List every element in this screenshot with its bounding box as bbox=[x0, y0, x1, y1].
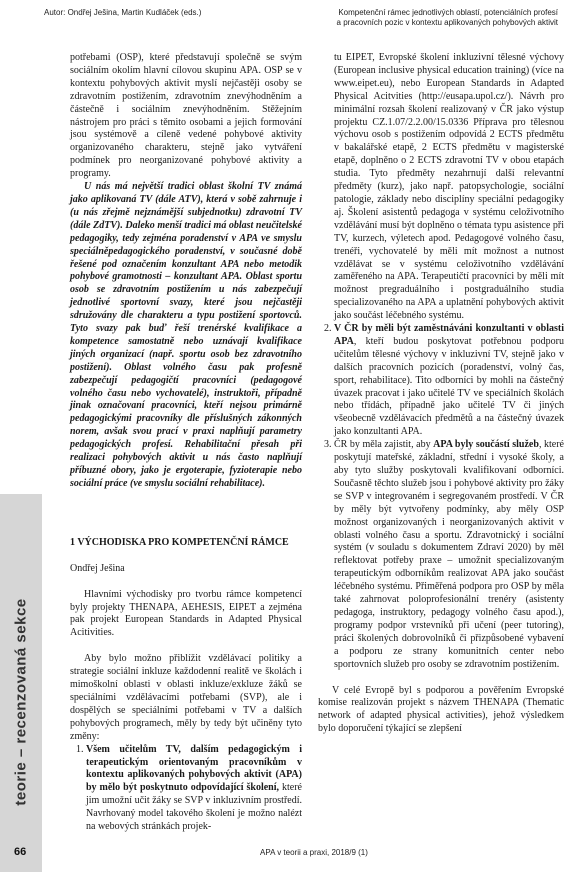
change-list-continued bbox=[318, 52, 564, 672]
section-author: Ondřej Ješina bbox=[70, 562, 125, 574]
list-item-2-text: , kteří budou poskytovat potřebnou podporu učitelům tělesné výchovy v inkluzivní TV, stejně jako v dalších pracovních pozicích (poradenství, volný čas, sport, rehabilitace). Tito odborníci by mohli na částečný úvazek pracovat i jako učitelé TV ve speciálních školách nebo třídách, případně jako učitelé TV či jiných všeobecně vzdělávacích předmětů a na částečný úvazek jako konzultanti APA. bbox=[334, 335, 564, 438]
section-sidebar-label: teorie – recenzovaná sekce bbox=[12, 598, 30, 806]
running-header-title-line2: a pracovních pozic v kontextu aplikovaných pohybových aktivit bbox=[336, 18, 558, 27]
left-column bbox=[70, 52, 302, 834]
list-item-3-pre: ČR by měla zajistit, aby bbox=[334, 439, 434, 451]
list-item-1 bbox=[86, 744, 302, 834]
running-header-title bbox=[308, 8, 558, 28]
list-item-2-bold: V ČR by měli být zaměstnáváni konzultanti v oblasti APA bbox=[334, 323, 564, 347]
paragraph-osp: potřebami (OSP), které představují společně se svým sociálním okolím hlavní cílovou skupinu APA. OSP se v kontextu pohybových aktivit myslí nejčastěji osoby se zdravotním postižením, zdravotním znevýhodněním a částečně i sociálním znevýhodněním. Stěžejním nástrojem pro práci s těmito osobami a jejich formování jsou systémově a cíleně vedené pohybové aktivity organizovaného charakteru, stejně jako vytváření podmínek pro neorganizované pohybové aktivity a programy. bbox=[70, 52, 302, 180]
running-header-title-line1: Kompetenční rámec jednotlivých oblastí, potenciálních profesí bbox=[338, 8, 558, 17]
journal-footer: APA v teorii a praxi, 2018/9 (1) bbox=[260, 848, 368, 857]
page-number: 66 bbox=[14, 846, 27, 858]
paragraph-thenapa: V celé Evropě byl s podporou a pověřením Evropské komise realizován projekt s názvem THENAPA (Thematic network of adapted physical activities), jehož výsledkem bylo doporučení týkající se zlepšení bbox=[318, 684, 564, 735]
list-item-3-bold: APA byly součástí služeb bbox=[433, 439, 539, 451]
change-list bbox=[70, 744, 302, 834]
running-header-authors: Autor: Ondřej Ješina, Martin Kudláček (eds.) bbox=[44, 8, 202, 17]
list-item-1-continued bbox=[334, 52, 564, 323]
list-item-1-text: které jim umožní učit žáky se SVP v inkluzivním prostředí. Navrhovaný model takového školení je možno nalézt na webových stránkách projek- bbox=[86, 782, 302, 833]
paragraph-tradition: U nás má největší tradici oblast školní TV známá jako aplikovaná TV (dále ATV), která v sobě zahrnuje i (u nás zřejmě nejznámější subjednotku) zdravotní TV (dále ZdTV). Daleko menší tradici má oblast neučitelské pedagogiky, tedy zejména poradenství v APA ve smyslu speciálněpedagogického poradenství, v současné době řešené pod označením konzultant APA nebo metodik pohybové gramotnosti – konzultant APA. Oblast sportu osob se zdravotním postižením u nás zabezpečují jednotlivé sportovní svazy, které jsou nejčastěji sdružovány dle charakteru a typu postižení sportovců. Tyto svazy pak buď řeší trenérské kvalifikace a kompetence samostatně nebo uznávají kvalifikace jiných organizací (např. sportu osob bez zdravotního postižení). Oblast volného času pak profesně zabezpečují pedagogičtí pracovníci (pedagogové volného času nebo vychovatelé), instruktoři, případně jinak označovaní pracovníci, kteří nejsou primárně pedagogickými pracovníky dle příslušných zákonných norem, avšak svou prací v praxi naplňují parametry pedagogických profesí. Rehabilitační přesah při realizaci pohybových aktivit u nás často naplňují příbuzné obory, jako je ergoterapie, fyzioterapie nebo sociální práce (ve smyslu sociální rehabilitace). bbox=[70, 181, 302, 489]
paragraph-projects: Hlavními východisky pro tvorbu rámce kompetencí byly projekty THENAPA, AEHESIS, EIPET a zejména pak projekt European Standards in Adapted Physical Acitivities. bbox=[70, 588, 302, 639]
paragraph-policies: Aby bylo možno přiblížit vzdělávací politiky a strategie sociální inkluze každodenní realitě ve školách i mimoškolní oblasti v oblasti inkluze/exkluze žáků se speciálními vzdělávacími potřebami (SVP), ale i dospělých se speciálními potřebami v TV a dalších pohybových programech, měly by tedy být učiněny tyto změny: bbox=[70, 653, 302, 742]
list-item-1-bold: Všem učitelům TV, dalším pedagogickým i terapeutickým orientovaným pracovníkům v kontextu aplikovaných pohybových aktivit (APA) by mělo být poskytnuto odpovídající školení, bbox=[86, 743, 302, 794]
list-item-1-continued-text: tu EIPET, Evropské školení inkluzivní tělesné výchovy (European inclusive physical education training) (více na www.eipet.eu), nebo European Standards in Adapted Physical Acitvities (http://eusapa.upol.cz/). Návrh pro minimální rozsah školení realizovaný v ČR jako výstup projektu CZ.1.07/2.2.00/15.0336 Příprava pro tělesnou výchovu osob s postižením odpovídá 2 ECTS předmětu v bakalářské etapě, 2 ECTS předmětu v magisterské etapě, doplněno o 2 ECTS zdravotní TV v obou etapách studia. Tyto předměty nezahrnují další relevantní předměty (kurz), jako např. patopsychologie, sociální patologie, základy nebo disciplíny speciální pedagogiky aj. Školení asistentů pedagoga v systému celoživotního vzdělávání musí být doplněno o témata typu asistence při TV, kurzech, výletech apod. Pedagogové volného času, trenéři, vychovatelé by měli mít možnost a nutnost vzdělávat se v systému celoživotního vzdělávání zaměřeného na APA. Terapeutičtí pracovníci by měli mít možnost pregraduálního i postgraduálního studia specializovaného na APA a uplatnění pohybových aktivit jako součást léčebného systému. bbox=[334, 52, 564, 322]
list-item-2 bbox=[334, 323, 564, 439]
section-title: 1 VÝCHODISKA PRO KOMPETENČNÍ RÁMCE bbox=[70, 536, 289, 548]
list-item-3 bbox=[334, 439, 564, 671]
right-column bbox=[318, 52, 564, 736]
list-item-3-text: , které poskytují mateřské, základní, střední i vysoké školy, a aby tyto služby poskytovali kvalifikovaní odborníci. Současně těchto služeb jsou i pohybové aktivity pro žáky se SVP v integrovaném i segregovaném prostředí. V ČR by měly být vytvořeny podmínky, aby měly OSP možnost organizovaných i neorganizovaných aktivit v oblasti volného času a sportu. Zdravotnický i sociální systém (v souladu s dokumentem Zdraví 2020) by měl reflektovat potřeby praxe – umožnit specializovaným terapeutickým odborníkům realizovat APA jako součást léčebného systému. Přiměřená podpora pro OSP by měla také zahrnovat poloprofesionální trenéry (asistenty pedagoga, instruktory, pedagogy volného času apod.), programy podpor vrstevníků při učení (peer tutoring), práci školených dobrovolníků či přizpůsobené vybavení a podporu ze strany komunitních center nebo sportovních služeb pro osoby se zdravotním postižením. bbox=[334, 439, 564, 670]
